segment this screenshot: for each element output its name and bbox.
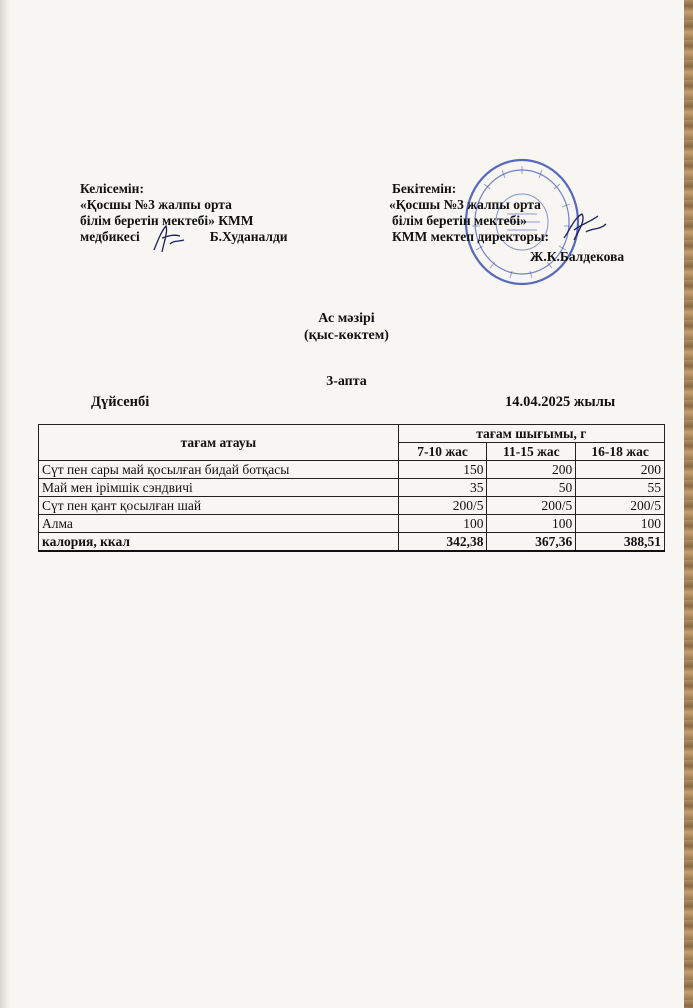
dish-name: Сүт пен қант қосылған шай — [39, 497, 399, 515]
table-row — [39, 515, 665, 533]
dish-yield: 100 — [398, 515, 487, 533]
calorie-total-row — [39, 533, 665, 552]
approval-left-heading: Келісемін: — [80, 181, 144, 196]
director-signature — [560, 208, 610, 248]
approval-right-line1: «Қосшы №3 жалпы орта — [389, 197, 541, 212]
page-title: Ас мәзірі — [318, 311, 375, 326]
calorie-value: 367,36 — [487, 533, 576, 552]
dish-yield: 100 — [576, 515, 665, 533]
nurse-signature — [150, 222, 190, 256]
page-edge-shadow — [0, 0, 10, 1008]
approval-right-name: Ж.К.Балдекова — [530, 249, 625, 264]
approval-left-line1: «Қосшы №3 жалпы орта — [80, 197, 232, 212]
season-label: (қыс-көктем) — [304, 328, 389, 343]
dish-yield: 100 — [487, 515, 576, 533]
dish-yield: 200/5 — [576, 497, 665, 515]
header-age-16-18: 16-18 жас — [576, 443, 665, 461]
approval-left — [80, 181, 320, 245]
dish-yield: 200 — [576, 461, 665, 479]
date-label: 14.04.2025 жылы — [505, 394, 616, 410]
week-label: 3-апта — [326, 374, 367, 389]
dish-yield: 200 — [487, 461, 576, 479]
calorie-label: калория, ккал — [39, 533, 399, 552]
dish-yield: 50 — [487, 479, 576, 497]
header-age-11-15: 11-15 жас — [487, 443, 576, 461]
approval-right-role: КММ мектеп директоры: — [392, 229, 550, 244]
dish-yield: 200/5 — [398, 497, 487, 515]
header-age-7-10: 7-10 жас — [398, 443, 487, 461]
approval-left-role: медбикесі — [80, 229, 140, 244]
dish-yield: 150 — [398, 461, 487, 479]
approval-left-name: Б.Худаналди — [209, 229, 288, 244]
background-table-edge — [684, 0, 693, 1008]
dish-name: Май мен ірімшік сэндвичі — [39, 479, 399, 497]
menu-table — [38, 424, 665, 552]
table-row — [39, 479, 665, 497]
table-row — [39, 497, 665, 515]
calorie-value: 342,38 — [398, 533, 487, 552]
dish-yield: 55 — [576, 479, 665, 497]
header-yield: тағам шығымы, г — [398, 425, 664, 443]
table-row — [39, 461, 665, 479]
dish-name: Алма — [39, 515, 399, 533]
table-header-row — [39, 425, 665, 443]
dish-name: Сүт пен сары май қосылған бидай ботқасы — [39, 461, 399, 479]
approval-right-line2: білім беретін мектебі» — [392, 213, 527, 228]
header-dish-name: тағам атауы — [39, 425, 399, 461]
calorie-value: 388,51 — [576, 533, 665, 552]
day-label: Дүйсенбі — [91, 394, 150, 410]
approval-left-line2: білім беретін мектебі» КММ — [80, 213, 254, 228]
approval-right-heading: Бекітемін: — [392, 181, 457, 196]
dish-yield: 200/5 — [487, 497, 576, 515]
dish-yield: 35 — [398, 479, 487, 497]
